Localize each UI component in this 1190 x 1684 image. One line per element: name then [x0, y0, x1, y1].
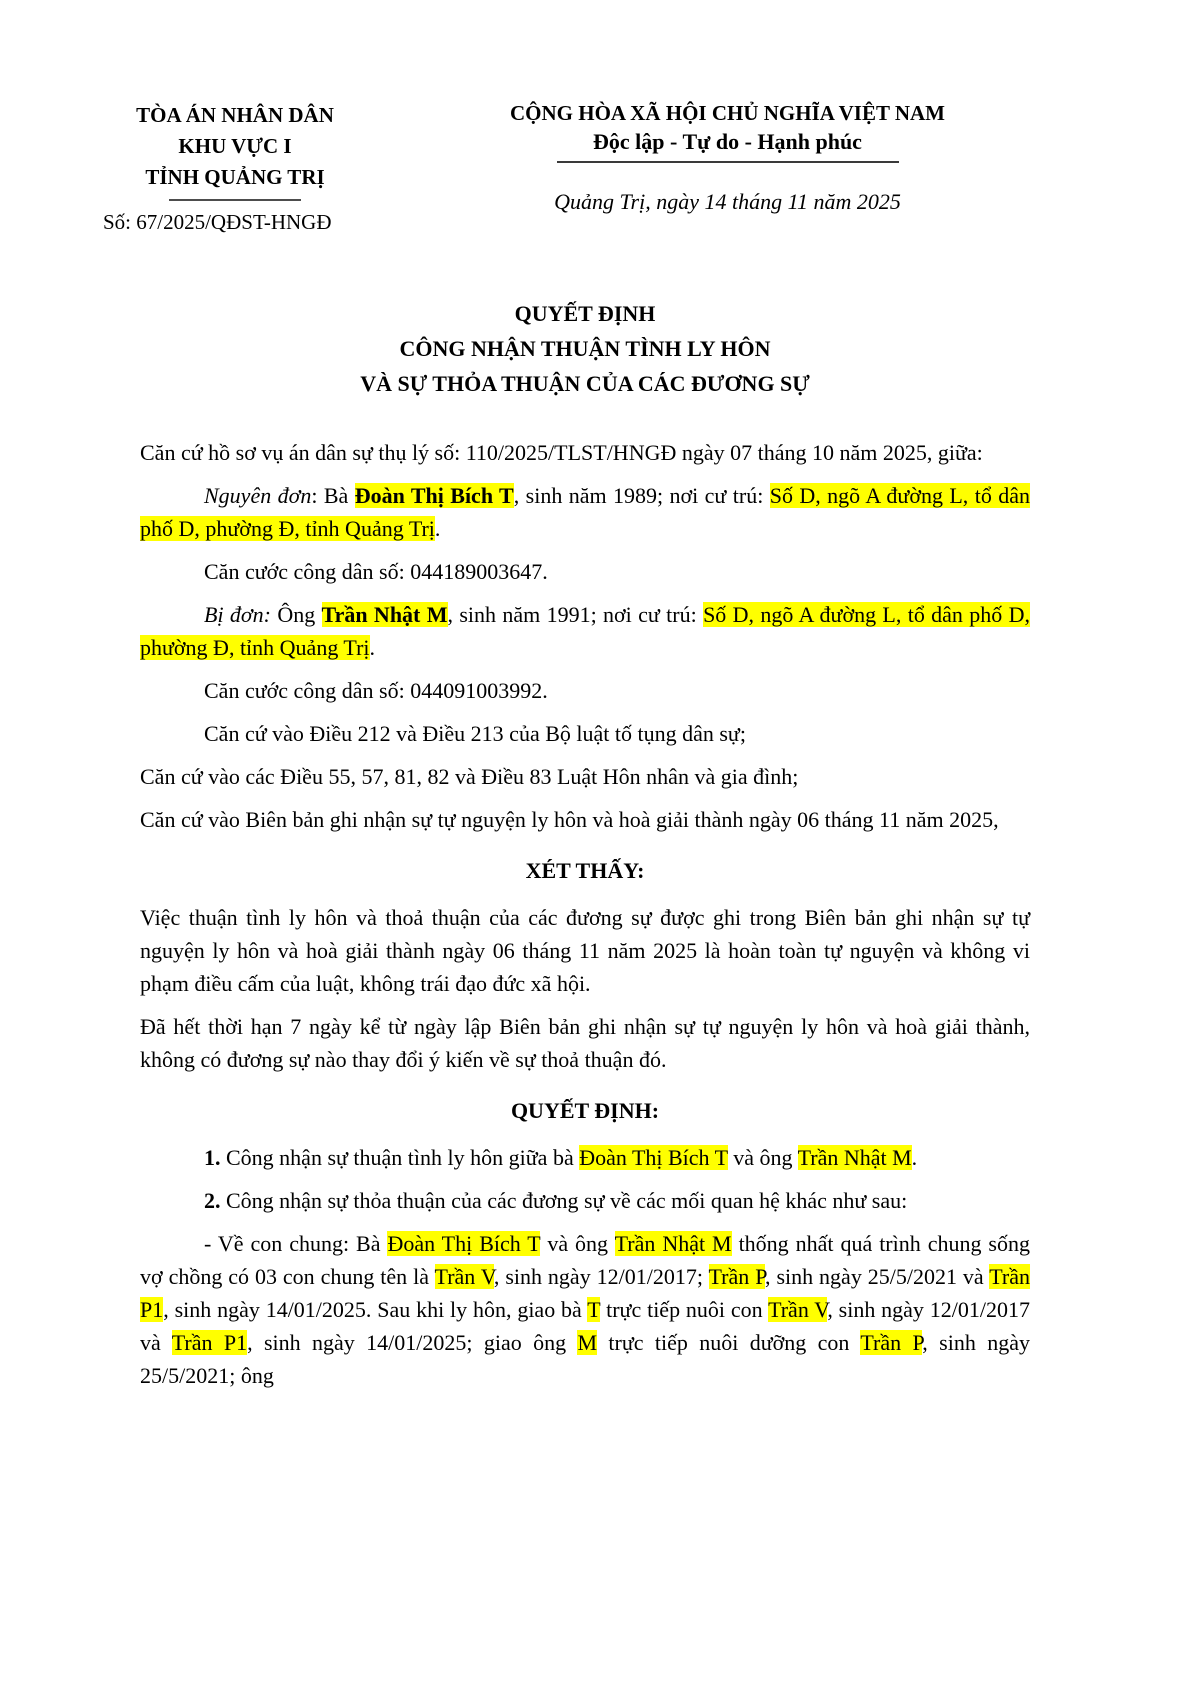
- consideration-voluntariness: [140, 901, 1030, 1000]
- place-date-line: Quảng Trị, ngày 14 tháng 11 năm 2025: [554, 189, 901, 214]
- text-run: Nguyên đơn: [204, 483, 312, 508]
- national-motto: Độc lập - Tự do - Hạnh phúc: [593, 129, 862, 154]
- highlighted-text: T: [587, 1297, 601, 1322]
- text-run: Ông: [270, 602, 322, 627]
- text-run: - Về con chung: Bà: [204, 1231, 388, 1256]
- text-run: , sinh ngày 12/01/2017;: [493, 1264, 709, 1289]
- text-run: 2.: [204, 1188, 221, 1213]
- text-run: QUYẾT ĐỊNH:: [510, 1098, 660, 1123]
- legal-basis-civil-procedure: [140, 717, 1030, 750]
- text-run: Căn cứ vào Điều 212 và Điều 213 của Bộ luật tố tụng dân sự;: [204, 721, 746, 746]
- text-run: .: [434, 516, 441, 541]
- highlighted-text: Trần V: [768, 1297, 828, 1322]
- court-name-line2: KHU VỰC I: [178, 134, 292, 158]
- defendant-id-number: [140, 674, 1030, 707]
- highlighted-text: Đoàn Thị Bích T: [354, 483, 514, 508]
- document-body: [140, 436, 1030, 1402]
- case-basis: [140, 436, 1030, 469]
- decision-children-custody: [140, 1227, 1030, 1392]
- highlighted-text: Đoàn Thị Bích T: [387, 1231, 541, 1256]
- text-run: Đã hết thời hạn 7 ngày kể từ ngày lập Biên bản ghi nhận sự tự nguyện ly hôn và hoà giải thành, không có đương sự nào thay đổi ý kiến về sự thoả thuận đó.: [140, 1014, 1030, 1072]
- text-run: và ông: [727, 1145, 798, 1170]
- highlighted-text: M: [577, 1330, 598, 1355]
- highlighted-text: Trần P1: [171, 1330, 248, 1355]
- issuing-court-block: [96, 100, 374, 201]
- national-title: CỘNG HÒA XÃ HỘI CHỦ NGHĨA VIỆT NAM: [509, 101, 946, 125]
- plaintiff-id-number: [140, 555, 1030, 588]
- highlighted-text: Số D, ngõ A đường L, tổ dân phố D, phường Đ, tỉnh Quảng Trị: [140, 483, 1030, 541]
- highlighted-text: Trần Nhật M: [321, 602, 448, 627]
- document-number: Số: 67/2025/QĐST-HNGĐ: [103, 210, 332, 234]
- section-heading-consideration: [140, 854, 1030, 887]
- national-motto-block: [420, 100, 1035, 215]
- text-run: Căn cước công dân số: 044091003992.: [204, 678, 548, 703]
- court-name-underline: [169, 199, 301, 201]
- text-run: XÉT THẤY:: [525, 858, 645, 883]
- highlighted-text: Trần P1: [140, 1264, 1030, 1322]
- text-run: .: [369, 635, 376, 660]
- legal-basis-mediation-record: [140, 803, 1030, 836]
- text-run: Căn cứ vào các Điều 55, 57, 81, 82 và Điều 83 Luật Hôn nhân và gia đình;: [140, 764, 799, 789]
- court-name-line1: TÒA ÁN NHÂN DÂN: [136, 103, 334, 127]
- legal-basis-marriage-law: [140, 760, 1030, 793]
- text-run: Căn cứ vào Biên bản ghi nhận sự tự nguyện ly hôn và hoà giải thành ngày 06 tháng 11 năm 2025,: [140, 807, 999, 832]
- decision-item-2: [140, 1184, 1030, 1217]
- text-run: : Bà: [311, 483, 355, 508]
- text-run: Bị đơn:: [204, 602, 271, 627]
- highlighted-text: Đoàn Thị Bích T: [579, 1145, 728, 1170]
- motto-underline: [557, 161, 899, 163]
- title-line3: VÀ SỰ THỎA THUẬN CỦA CÁC ĐƯƠNG SỰ: [360, 371, 810, 396]
- consideration-time-limit: [140, 1010, 1030, 1076]
- text-run: 1.: [204, 1145, 221, 1170]
- text-run: .: [911, 1145, 918, 1170]
- decision-item-1: [140, 1141, 1030, 1174]
- title-line1: QUYẾT ĐỊNH: [514, 301, 656, 326]
- text-run: trực tiếp nuôi dưỡng con: [597, 1330, 861, 1355]
- title-line2: CÔNG NHẬN THUẬN TÌNH LY HÔN: [399, 336, 771, 361]
- text-run: , sinh ngày 12/01/2017 và: [140, 1297, 1030, 1355]
- text-run: thống nhất quá trình chung sống vợ chồng có 03 con chung tên là: [140, 1231, 1030, 1289]
- highlighted-text: Trần P: [708, 1264, 766, 1289]
- text-run: Công nhận sự thuận tình ly hôn giữa bà: [220, 1145, 580, 1170]
- text-run: , sinh năm 1991; nơi cư trú:: [447, 602, 704, 627]
- document-title: [140, 296, 1030, 401]
- highlighted-text: Trần P: [860, 1330, 923, 1355]
- text-run: , sinh ngày 25/5/2021; ông: [140, 1330, 1030, 1388]
- text-run: Căn cước công dân số: 044189003647.: [204, 559, 548, 584]
- court-name-line3: TỈNH QUẢNG TRỊ: [145, 165, 325, 189]
- text-run: , sinh ngày 25/5/2021 và: [765, 1264, 990, 1289]
- highlighted-text: Trần Nhật M: [614, 1231, 732, 1256]
- defendant-info: [140, 598, 1030, 664]
- text-run: trực tiếp nuôi con: [600, 1297, 769, 1322]
- highlighted-text: Số D, ngõ A đường L, tổ dân phố D, phường Đ, tỉnh Quảng Trị: [140, 602, 1030, 660]
- text-run: Căn cứ hồ sơ vụ án dân sự thụ lý số: 110/2025/TLST/HNGĐ ngày 07 tháng 10 năm 2025, giữa:: [140, 440, 983, 465]
- text-run: , sinh ngày 14/01/2025; giao ông: [247, 1330, 578, 1355]
- text-run: Công nhận sự thỏa thuận của các đương sự về các mối quan hệ khác như sau:: [220, 1188, 908, 1213]
- text-run: và ông: [540, 1231, 615, 1256]
- section-heading-decision: [140, 1094, 1030, 1127]
- highlighted-text: Trần Nhật M: [797, 1145, 912, 1170]
- plaintiff-info: [140, 479, 1030, 545]
- text-run: , sinh ngày 14/01/2025. Sau khi ly hôn, giao bà: [163, 1297, 588, 1322]
- text-run: , sinh năm 1989; nơi cư trú:: [513, 483, 770, 508]
- text-run: Việc thuận tình ly hôn và thoả thuận của các đương sự được ghi trong Biên bản ghi nhận sự tự nguyện ly hôn và hoà giải thành ngày 06 tháng 11 năm 2025 là hoàn toàn tự nguyện và không vi phạm điều cấm của luật, không trái đạo đức xã hội.: [140, 905, 1030, 996]
- highlighted-text: Trần V: [434, 1264, 494, 1289]
